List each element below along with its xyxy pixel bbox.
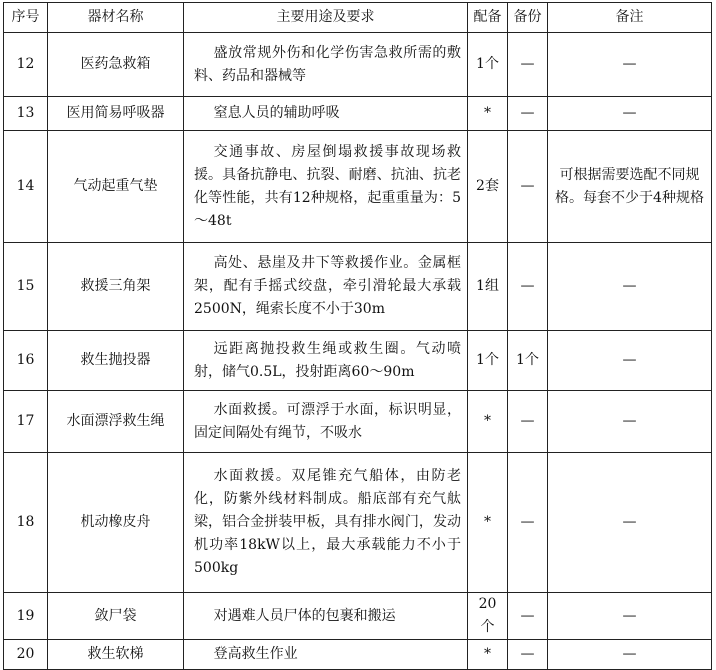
header-config: 配备 <box>468 3 508 33</box>
header-spare: 备份 <box>508 3 548 33</box>
header-name: 器材名称 <box>48 3 184 33</box>
cell-note: — <box>548 97 712 131</box>
cell-spare: — <box>508 131 548 243</box>
usage-text: 登高救生作业 <box>213 646 298 662</box>
table-row <box>4 33 712 97</box>
cell-spare: — <box>508 593 548 640</box>
table-row <box>4 131 712 243</box>
cell-no: 18 <box>4 453 48 593</box>
cell-usage <box>184 243 468 331</box>
cell-usage <box>184 97 468 131</box>
cell-name: 救援三角架 <box>48 243 184 331</box>
cell-name: 敛尸袋 <box>48 593 184 640</box>
cell-note: — <box>548 640 712 670</box>
cell-no: 14 <box>4 131 48 243</box>
cell-config: 1组 <box>468 243 508 331</box>
cell-config: 2套 <box>468 131 508 243</box>
table-row <box>4 243 712 331</box>
cell-usage <box>184 391 468 453</box>
usage-text: 交通事故、房屋倒塌救援事故现场救援。具备抗静电、抗裂、耐磨、抗油、抗老化等性能，共有12种规格，起重重量为：5～48t <box>194 143 461 229</box>
cell-usage <box>184 453 468 593</box>
cell-no: 13 <box>4 97 48 131</box>
table-row <box>4 593 712 640</box>
table-row <box>4 331 712 391</box>
cell-no: 19 <box>4 593 48 640</box>
cell-note: — <box>548 243 712 331</box>
cell-config: * <box>468 391 508 453</box>
usage-text: 对遇难人员尸体的包裹和搬运 <box>213 607 396 624</box>
cell-note: — <box>548 453 712 593</box>
usage-text: 盛放常规外伤和化学伤害急救所需的敷料、药品和器械等 <box>194 44 461 84</box>
cell-name: 救生软梯 <box>48 640 184 670</box>
cell-spare: — <box>508 33 548 97</box>
cell-spare: — <box>508 97 548 131</box>
cell-no: 16 <box>4 331 48 391</box>
cell-name: 医用简易呼吸器 <box>48 97 184 131</box>
usage-text: 窒息人员的辅助呼吸 <box>213 105 340 121</box>
table-row <box>4 640 712 670</box>
cell-no: 20 <box>4 640 48 670</box>
cell-usage <box>184 593 468 640</box>
cell-config: 20个 <box>468 593 508 640</box>
usage-text: 水面救援。双尾锥充气船体，由防老化，防紫外线材料制成。船底部有充气舦梁，铝合金拼装甲板，具有排水阀门，发动机功率18kW以上，最大承载能力不小于500kg <box>194 468 461 576</box>
cell-name: 医药急救箱 <box>48 33 184 97</box>
cell-usage <box>184 33 468 97</box>
cell-config: * <box>468 453 508 593</box>
usage-text: 远距离抛投救生绳或救生圈。气动喷射，储气0.5L，投射距离60～90m <box>194 340 461 380</box>
cell-note: 可根据需要选配不同规格。每套不少于4种规格 <box>548 131 712 243</box>
cell-usage <box>184 640 468 670</box>
cell-config: * <box>468 640 508 670</box>
cell-usage <box>184 331 468 391</box>
cell-name: 机动橡皮舟 <box>48 453 184 593</box>
equipment-table <box>3 2 712 670</box>
cell-name: 水面漂浮救生绳 <box>48 391 184 453</box>
cell-name: 救生抛投器 <box>48 331 184 391</box>
cell-note: — <box>548 331 712 391</box>
header-row <box>4 3 712 33</box>
table-row <box>4 453 712 593</box>
table-row <box>4 391 712 453</box>
cell-config: * <box>468 97 508 131</box>
cell-usage <box>184 131 468 243</box>
cell-note: — <box>548 391 712 453</box>
cell-no: 12 <box>4 33 48 97</box>
cell-spare: — <box>508 243 548 331</box>
cell-spare: 1个 <box>508 331 548 391</box>
cell-no: 15 <box>4 243 48 331</box>
cell-config: 1个 <box>468 33 508 97</box>
cell-spare: — <box>508 640 548 670</box>
cell-no: 17 <box>4 391 48 453</box>
header-no: 序号 <box>4 3 48 33</box>
cell-name: 气动起重气垫 <box>48 131 184 243</box>
usage-text: 水面救援。可漂浮于水面，标识明显，固定间隔处有绳节，不吸水 <box>194 401 461 441</box>
header-note: 备注 <box>548 3 712 33</box>
cell-note: — <box>548 593 712 640</box>
cell-config: 1个 <box>468 331 508 391</box>
header-usage: 主要用途及要求 <box>184 3 468 33</box>
usage-text: 高处、悬崖及井下等救援作业。金属框架，配有手摇式绞盘，牵引滑轮最大承载2500N，绳索长度不小于30m <box>194 255 461 317</box>
cell-spare: — <box>508 453 548 593</box>
cell-spare: — <box>508 391 548 453</box>
cell-note: — <box>548 33 712 97</box>
table-row <box>4 97 712 131</box>
